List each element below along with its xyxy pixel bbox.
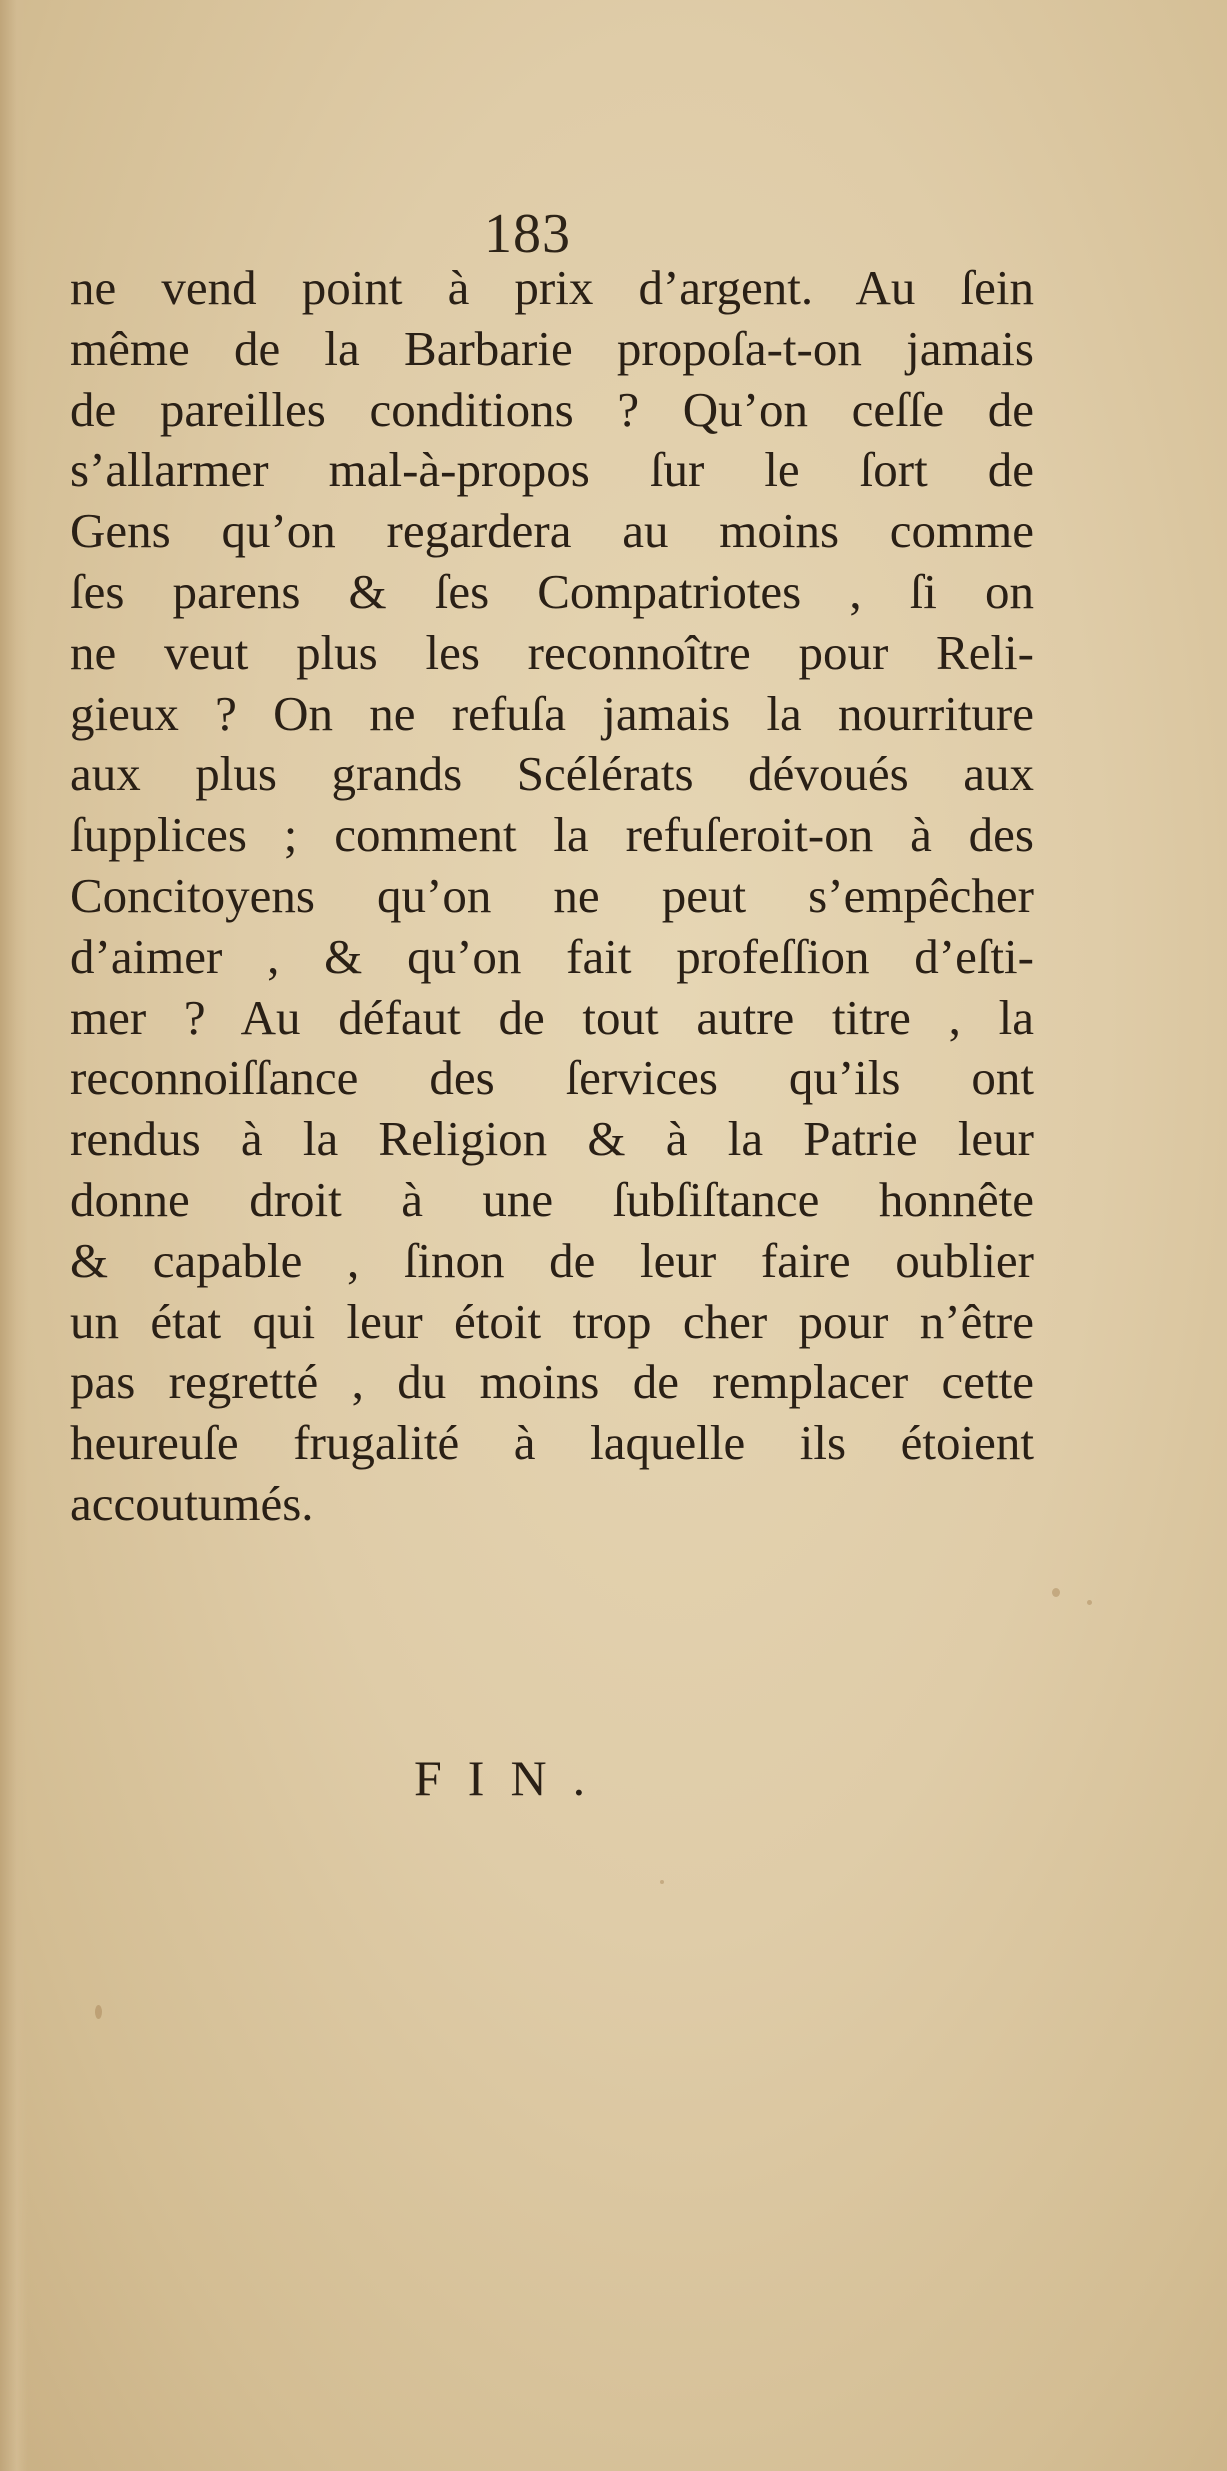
text-line: gieux ? On ne refuſa jamais la nourriture: [70, 685, 1034, 741]
text-line: Gens qu’on regardera au moins comme: [70, 503, 1034, 559]
text-line: heureuſe frugalité à laquelle ils étoient: [70, 1415, 1034, 1471]
foxing-spot: [1052, 1588, 1060, 1597]
foxing-spot: [1087, 1600, 1092, 1605]
text-line: s’allarmer mal-à-propos ſur le ſort de: [70, 442, 1034, 498]
foxing-spot: [660, 1880, 664, 1884]
text-line: rendus à la Religion & à la Patrie leur: [70, 1111, 1034, 1167]
fin-marker: FIN.: [414, 1750, 612, 1806]
text-line: aux plus grands Scélérats dévoués aux: [70, 746, 1034, 802]
foxing-spot: [95, 2005, 102, 2019]
text-line: accoutumés.: [70, 1475, 314, 1531]
text-line: ne veut plus les reconnoître pour Reli-: [70, 624, 1034, 680]
text-line: donne droit à une ſubſiſtance honnête: [70, 1171, 1034, 1227]
body-text: [70, 258, 1034, 1535]
text-line: ſes parens & ſes Compatriotes , ſi on: [70, 563, 1034, 619]
text-line: & capable , ſinon de leur faire oublier: [70, 1232, 1034, 1288]
page-number: 183: [484, 203, 571, 265]
text-line: pas regretté , du moins de remplacer cette: [70, 1354, 1034, 1410]
text-line: Concitoyens qu’on ne peut s’empêcher: [70, 867, 1034, 923]
text-line: un état qui leur étoit trop cher pour n’être: [70, 1293, 1034, 1349]
text-line: de pareilles conditions ? Qu’on ceſſe de: [70, 381, 1034, 437]
text-line: d’aimer , & qu’on fait profeſſion d’eſti-: [70, 928, 1034, 984]
text-line: mer ? Au défaut de tout autre titre , la: [70, 989, 1034, 1045]
text-line: reconnoiſſance des ſervices qu’ils ont: [70, 1050, 1034, 1106]
text-line: ne vend point à prix d’argent. Au ſein: [70, 260, 1034, 315]
page-edge-shadow: [0, 0, 28, 2471]
text-line: même de la Barbarie propoſa-t-on jamais: [70, 320, 1034, 376]
text-line: ſupplices ; comment la refuſeroit-on à des: [70, 807, 1034, 863]
